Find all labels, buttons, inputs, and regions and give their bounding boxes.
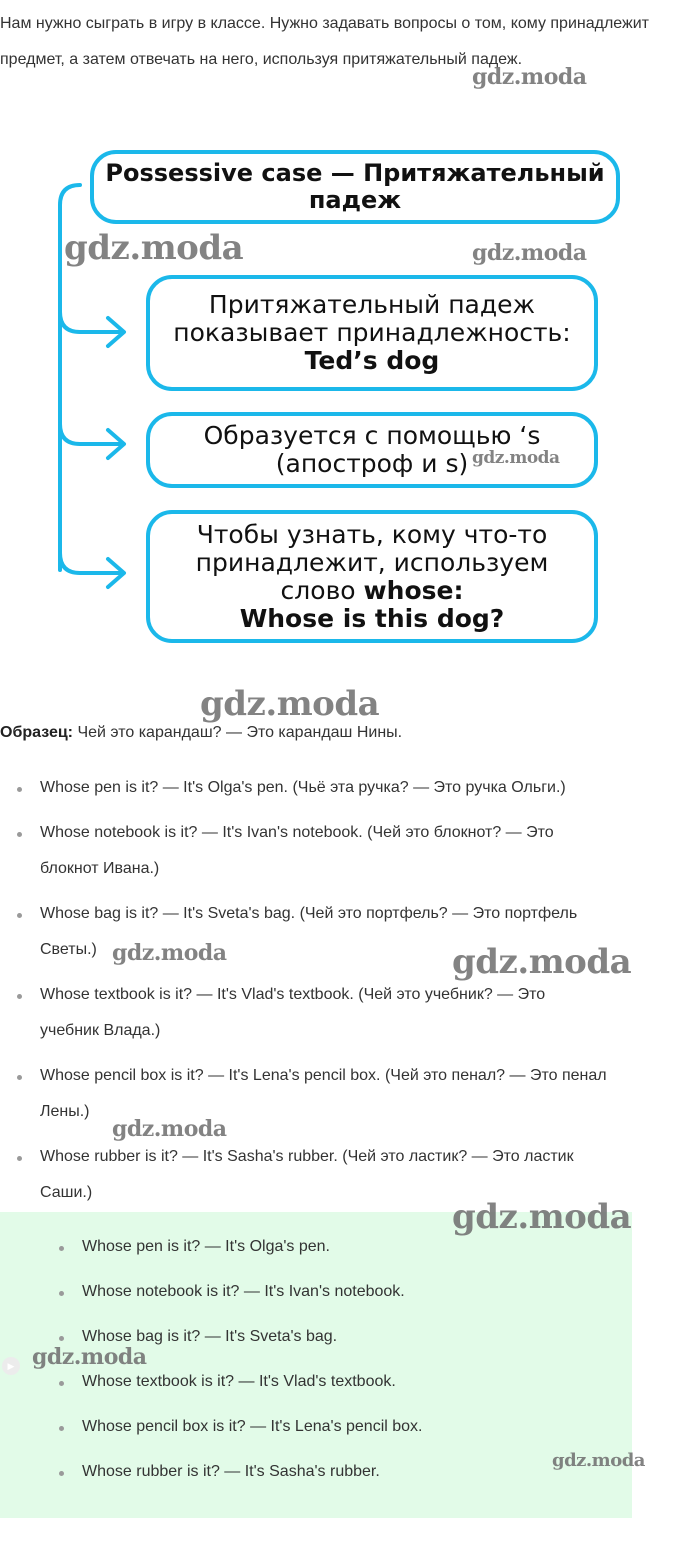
list-item: Whose pen is it? — It's Olga's pen. (Чьё эта ручка? — Это ручка Ольги.) [0,770,680,806]
watermark: gdz.moda [200,684,380,724]
watermark: gdz.moda [452,942,632,982]
list-item: Whose textbook is it? — It's Vlad's textbook. (Чей это учебник? — Это учебник Влада.) [0,977,680,1049]
list-item: Whose pencil box is it? — It's Lena's pencil box. (Чей это пенал? — Это пенал Лены.) [0,1058,680,1130]
intro-paragraph: Нам нужно сыграть в игру в классе. Нужно задавать вопросы о том, кому принадлежит предмет, а затем отвечать на него, используя притяжательный падеж. [0,15,649,68]
whose-word: whose: [363,575,464,605]
whose-line-1: Чтобы узнать, кому что-то [196,519,548,549]
sample-label: Образец: [0,724,73,741]
play-icon[interactable]: ▶ [2,1357,20,1375]
answer-item: Whose pen is it? — It's Olga's pen. [42,1229,622,1274]
formation-line-1: Образуется с помощью ‘s [203,421,541,450]
list-item: Whose bag is it? — It's Sveta's bag. (Чей это портфель? — Это портфель Светы.) [0,896,680,968]
question-answer-list [0,770,680,1220]
definition-line-2: показывает принадлежность: [173,318,571,347]
possessive-case-diagram [0,140,680,660]
sample-text: Чей это карандаш? — Это карандаш Нины. [73,724,403,741]
answer-item: Whose notebook is it? — It's Ivan's notebook. [42,1274,622,1319]
watermark: gdz.moda [32,1344,147,1370]
watermark: gdz.moda [552,1450,645,1471]
definition-example: Ted’s dog [304,346,440,375]
diagram-title: Possessive case — Притяжательный падеж [105,159,605,214]
watermark: gdz.moda [112,1116,227,1142]
formation-line-2: (апостроф и s) [275,449,469,478]
sample-line [0,724,402,742]
list-item: Whose rubber is it? — It's Sasha's rubber. (Чей это ластик? — Это ластик Саши.) [0,1139,680,1211]
whose-example: Whose is this dog? [239,603,505,633]
answer-item: Whose textbook is it? — It's Vlad's textbook. [42,1364,622,1409]
answer-item: Whose bag is it? — It's Sveta's bag. [42,1319,622,1364]
answer-item: Whose rubber is it? — It's Sasha's rubber. [42,1454,622,1499]
watermark: gdz.moda [452,1197,632,1237]
whose-box [146,510,598,643]
whose-line-3 [196,577,549,605]
whose-word-prefix: слово [280,575,364,605]
watermark: gdz.moda [472,64,587,90]
answer-item: Whose pencil box is it? — It's Lena's pencil box. [42,1409,622,1454]
watermark: gdz.moda [64,228,244,268]
list-item: Whose notebook is it? — It's Ivan's notebook. (Чей это блокнот? — Это блокнот Ивана.) [0,815,680,887]
definition-box [146,275,598,391]
watermark: gdz.moda [472,448,560,468]
definition-line-1: Притяжательный падеж [208,290,536,319]
diagram-title-box [90,150,620,224]
watermark: gdz.moda [112,940,227,966]
watermark: gdz.moda [472,240,587,266]
whose-line-2: принадлежит, используем [195,547,549,577]
